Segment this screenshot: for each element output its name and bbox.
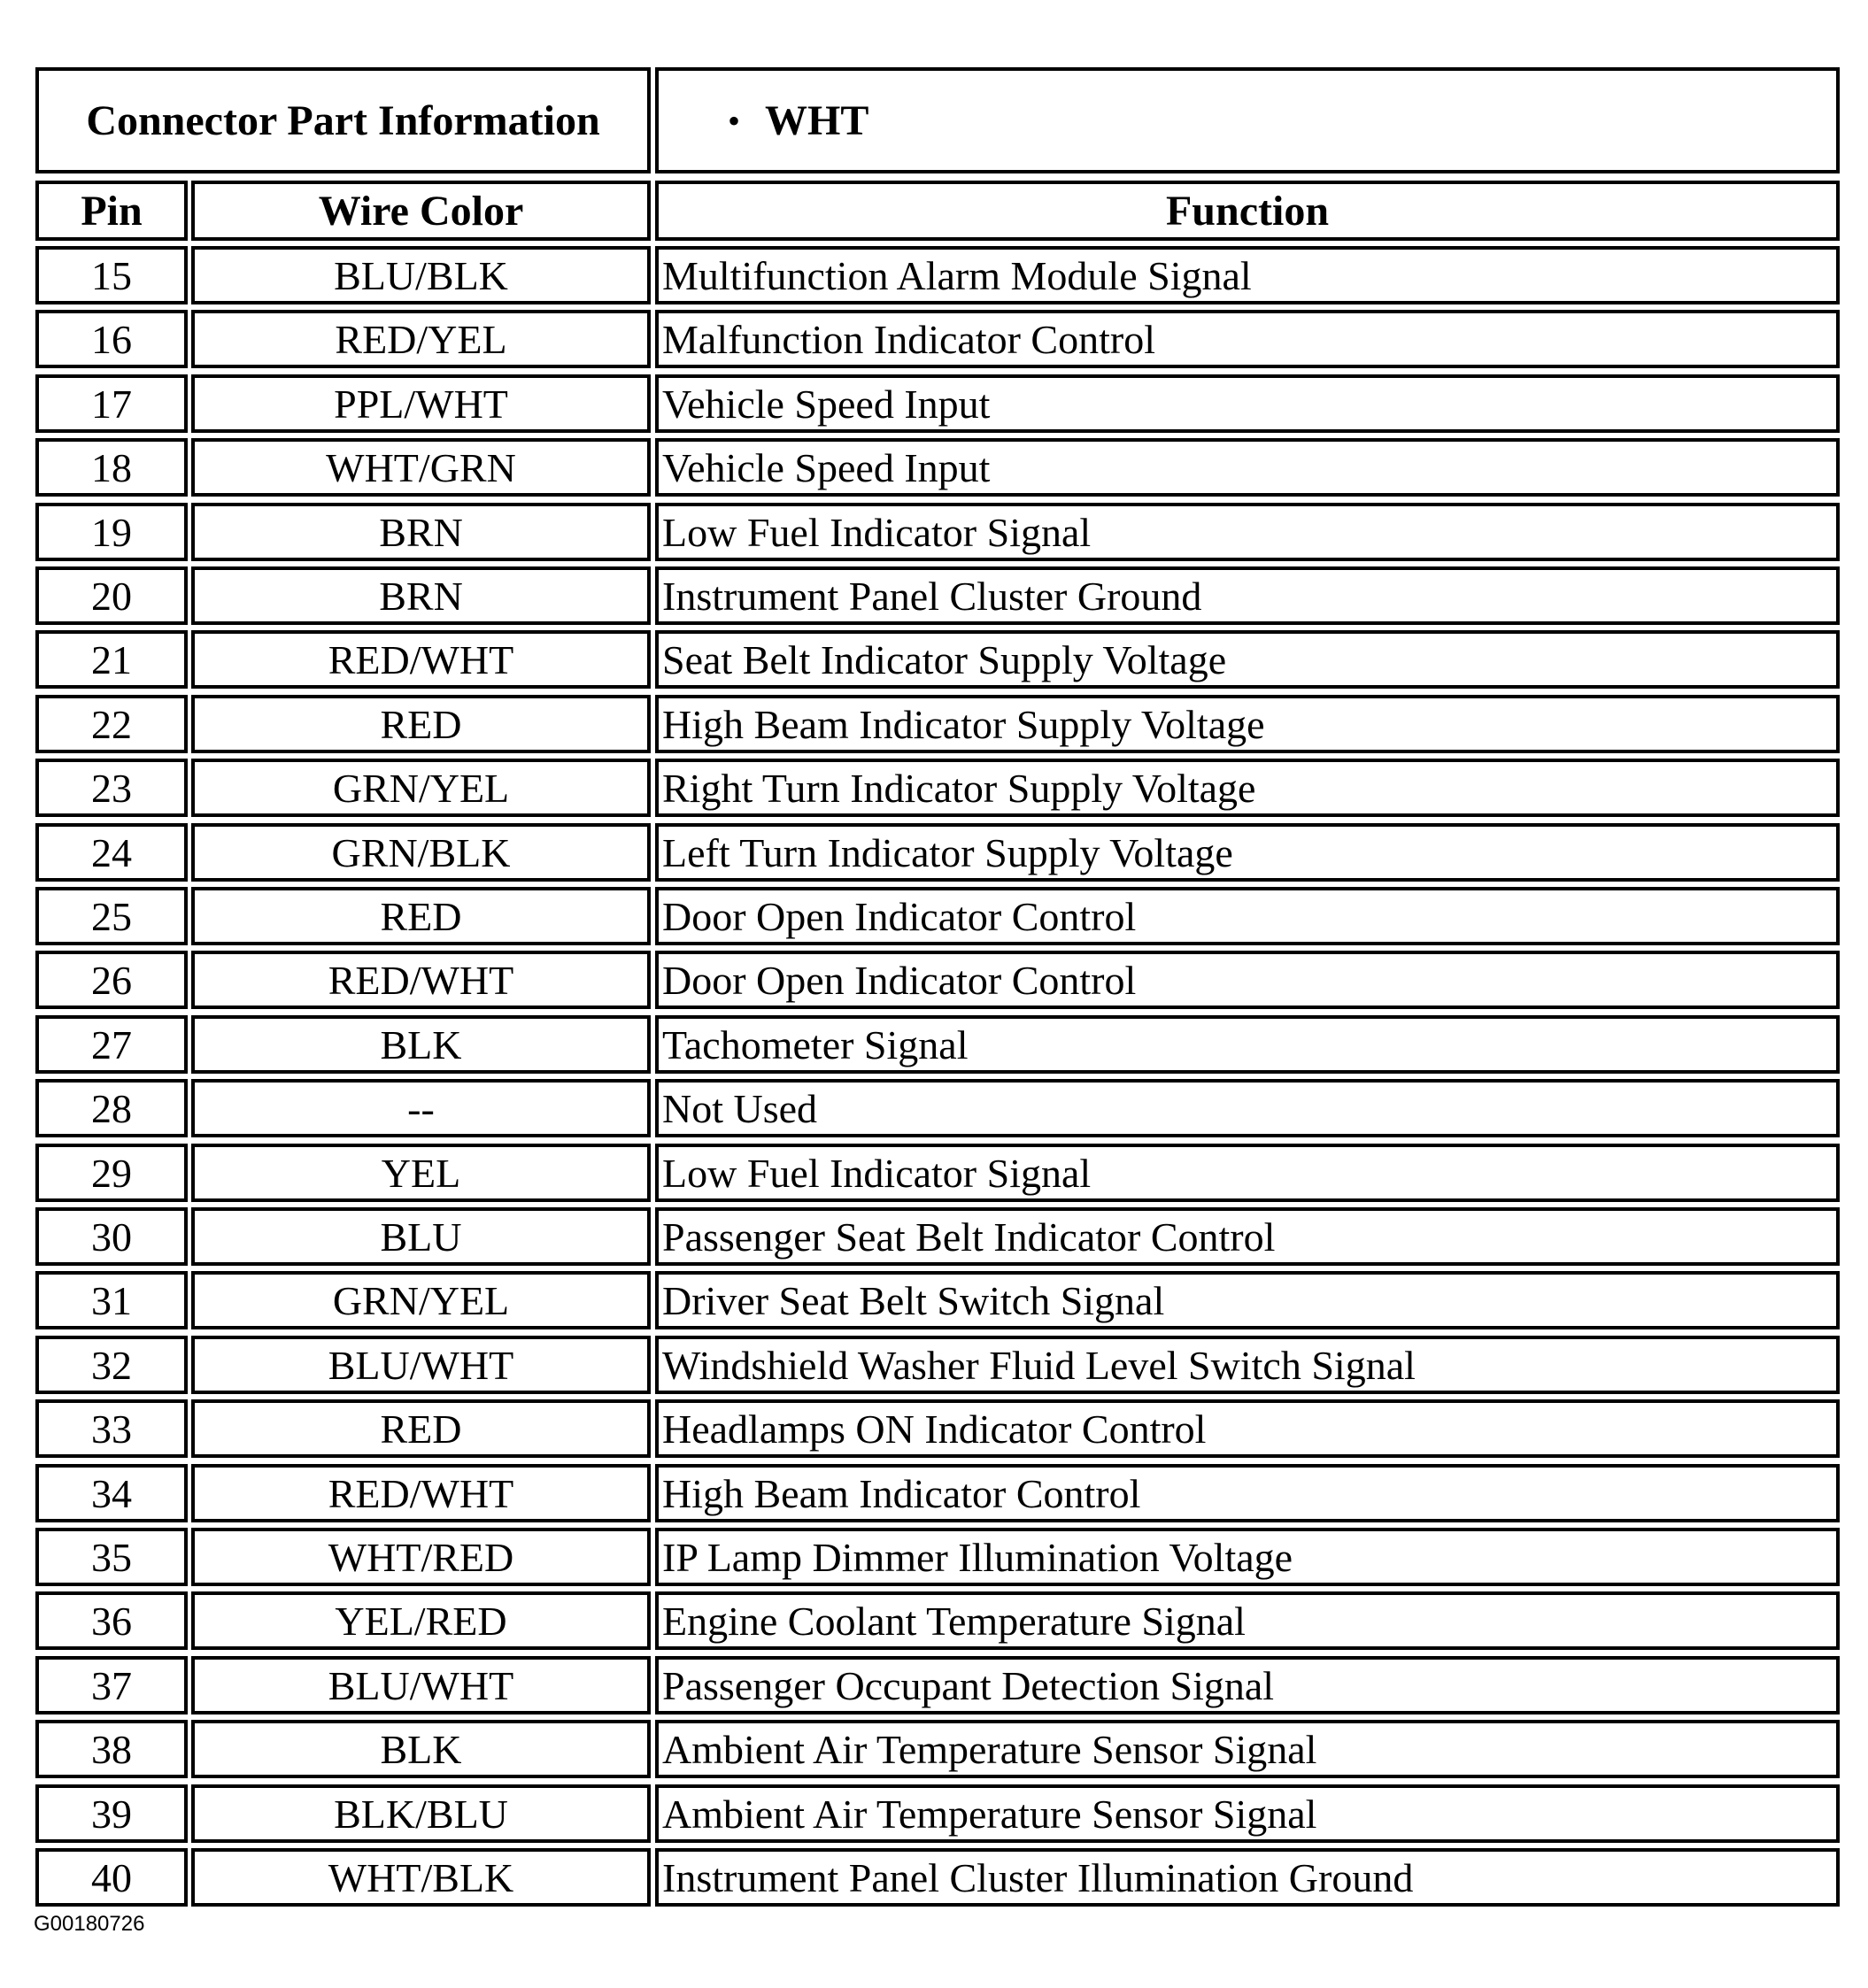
pin-cell xyxy=(35,1784,188,1843)
wire-color-cell-text: YEL/RED xyxy=(335,1598,507,1644)
wire-color-cell xyxy=(191,503,651,561)
function-cell-text: High Beam Indicator Supply Voltage xyxy=(662,701,1265,747)
wire-color-cell-text: RED/WHT xyxy=(328,957,514,1003)
function-cell-text: Driver Seat Belt Switch Signal xyxy=(662,1277,1165,1323)
pin-cell xyxy=(35,1464,188,1522)
function-cell-text: Vehicle Speed Input xyxy=(662,444,991,490)
pin-cell-text: 15 xyxy=(91,252,132,298)
pin-cell-text: 39 xyxy=(91,1791,132,1837)
function-cell xyxy=(655,1464,1840,1522)
function-cell xyxy=(655,503,1840,561)
pin-cell-text: 20 xyxy=(91,573,132,619)
pin-cell xyxy=(35,1015,188,1074)
pin-cell-text: 26 xyxy=(91,957,132,1003)
pin-cell-text: 23 xyxy=(91,765,132,811)
function-cell xyxy=(655,1848,1840,1907)
pin-cell xyxy=(35,566,188,625)
wire-color-cell xyxy=(191,1399,651,1458)
function-cell-text: Vehicle Speed Input xyxy=(662,381,991,427)
function-cell-text: Ambient Air Temperature Sensor Signal xyxy=(662,1726,1317,1772)
function-cell xyxy=(655,1656,1840,1714)
function-cell xyxy=(655,1336,1840,1394)
wire-color-cell-text: BLU/WHT xyxy=(328,1662,514,1708)
wire-color-cell-text: BLK xyxy=(380,1021,462,1067)
pin-cell-text: 27 xyxy=(91,1021,132,1067)
wire-color-cell-text: RED xyxy=(380,701,462,747)
wire-color-cell xyxy=(191,887,651,945)
wire-color-cell-text: PPL/WHT xyxy=(334,381,508,427)
wire-color-cell-text: GRN/YEL xyxy=(332,1277,510,1323)
function-cell-text: Passenger Occupant Detection Signal xyxy=(662,1662,1275,1708)
pin-cell xyxy=(35,1591,188,1650)
pin-cell xyxy=(35,630,188,689)
pin-cell-text: 38 xyxy=(91,1726,132,1772)
pin-cell xyxy=(35,310,188,368)
pin-cell-text: 17 xyxy=(91,381,132,427)
column-header-function xyxy=(655,181,1840,241)
wire-color-cell xyxy=(191,374,651,433)
function-cell xyxy=(655,1528,1840,1586)
pin-cell-text: 33 xyxy=(91,1406,132,1452)
column-header-wire-color-label: Wire Color xyxy=(318,187,524,235)
wire-color-cell-text: BRN xyxy=(379,573,463,619)
wire-color-cell xyxy=(191,246,651,304)
function-cell-text: IP Lamp Dimmer Illumination Voltage xyxy=(662,1534,1293,1580)
pin-cell-text: 37 xyxy=(91,1662,132,1708)
wire-color-cell xyxy=(191,438,651,497)
function-cell xyxy=(655,1079,1840,1137)
pin-cell-text: 28 xyxy=(91,1085,132,1131)
function-cell-text: Malfunction Indicator Control xyxy=(662,316,1155,362)
function-cell xyxy=(655,566,1840,625)
connector-color-cell xyxy=(655,67,1840,173)
function-cell xyxy=(655,438,1840,497)
wire-color-cell-text: BLU/WHT xyxy=(328,1342,514,1388)
wire-color-cell-text: RED xyxy=(380,893,462,939)
column-header-pin xyxy=(35,181,188,241)
wire-color-cell xyxy=(191,1144,651,1202)
pin-cell-text: 35 xyxy=(91,1534,132,1580)
wire-color-cell xyxy=(191,1464,651,1522)
wire-color-cell-text: RED xyxy=(380,1406,462,1452)
pin-cell xyxy=(35,438,188,497)
column-header-function-label: Function xyxy=(1165,187,1330,235)
function-cell xyxy=(655,695,1840,753)
connector-part-info-label: Connector Part Information xyxy=(86,96,600,144)
wire-color-cell xyxy=(191,1591,651,1650)
wire-color-cell xyxy=(191,1336,651,1394)
function-cell xyxy=(655,1015,1840,1074)
function-cell xyxy=(655,887,1840,945)
function-cell-text: Left Turn Indicator Supply Voltage xyxy=(662,829,1233,875)
function-cell xyxy=(655,246,1840,304)
function-cell-text: Door Open Indicator Control xyxy=(662,957,1137,1003)
function-cell xyxy=(655,759,1840,817)
pin-cell-text: 25 xyxy=(91,893,132,939)
wire-color-cell xyxy=(191,1271,651,1329)
pin-cell xyxy=(35,1271,188,1329)
wire-color-cell xyxy=(191,310,651,368)
pin-cell-text: 18 xyxy=(91,444,132,490)
pin-cell xyxy=(35,246,188,304)
pin-cell xyxy=(35,1656,188,1714)
pin-cell xyxy=(35,823,188,882)
column-header-wire-color xyxy=(191,181,651,241)
wire-color-cell-text: BLK/BLU xyxy=(334,1791,508,1837)
pin-cell-text: 22 xyxy=(91,701,132,747)
connector-color-value: WHT xyxy=(765,96,869,144)
wire-color-cell-text: BLU/BLK xyxy=(334,252,508,298)
wire-color-cell xyxy=(191,1784,651,1843)
wire-color-cell-text: -- xyxy=(407,1085,435,1131)
function-cell xyxy=(655,1144,1840,1202)
wire-color-cell xyxy=(191,1079,651,1137)
function-cell-text: Ambient Air Temperature Sensor Signal xyxy=(662,1791,1317,1837)
wire-color-cell xyxy=(191,695,651,753)
wire-color-cell xyxy=(191,1656,651,1714)
function-cell-text: Door Open Indicator Control xyxy=(662,893,1137,939)
wire-color-cell xyxy=(191,823,651,882)
pin-cell xyxy=(35,1528,188,1586)
function-cell-text: Instrument Panel Cluster Ground xyxy=(662,573,1202,619)
wire-color-cell-text: RED/WHT xyxy=(328,636,514,682)
figure-id: G00180726 xyxy=(34,1912,145,1936)
pin-cell xyxy=(35,1720,188,1778)
function-cell xyxy=(655,1784,1840,1843)
wire-color-cell xyxy=(191,1528,651,1586)
function-cell xyxy=(655,823,1840,882)
function-cell-text: High Beam Indicator Control xyxy=(662,1470,1141,1516)
wire-color-cell xyxy=(191,566,651,625)
pin-cell xyxy=(35,1399,188,1458)
wire-color-cell-text: GRN/YEL xyxy=(332,765,510,811)
wire-color-cell xyxy=(191,759,651,817)
wire-color-cell-text: GRN/BLK xyxy=(331,829,511,875)
function-cell-text: Passenger Seat Belt Indicator Control xyxy=(662,1214,1276,1260)
wire-color-cell-text: RED/WHT xyxy=(328,1470,514,1516)
pin-cell-text: 30 xyxy=(91,1214,132,1260)
function-cell xyxy=(655,374,1840,433)
column-header-pin-label: Pin xyxy=(81,187,143,235)
function-cell-text: Low Fuel Indicator Signal xyxy=(662,1150,1092,1196)
function-cell-text: Not Used xyxy=(662,1085,818,1131)
pin-cell-text: 32 xyxy=(91,1342,132,1388)
function-cell xyxy=(655,1591,1840,1650)
pin-cell xyxy=(35,1336,188,1394)
function-cell-text: Tachometer Signal xyxy=(662,1021,969,1067)
pin-cell-text: 31 xyxy=(91,1277,132,1323)
function-cell-text: Windshield Washer Fluid Level Switch Signal xyxy=(662,1342,1416,1388)
pin-cell xyxy=(35,1207,188,1266)
pin-cell xyxy=(35,503,188,561)
pin-cell xyxy=(35,1079,188,1137)
wire-color-cell-text: WHT/RED xyxy=(328,1534,514,1580)
pin-cell xyxy=(35,759,188,817)
wire-color-cell-text: WHT/GRN xyxy=(326,444,516,490)
wire-color-cell xyxy=(191,951,651,1009)
pin-cell-text: 34 xyxy=(91,1470,132,1516)
wire-color-cell-text: YEL xyxy=(381,1150,461,1196)
bullet-icon: • xyxy=(728,100,741,141)
pin-cell xyxy=(35,951,188,1009)
pin-cell-text: 19 xyxy=(91,509,132,555)
function-cell-text: Headlamps ON Indicator Control xyxy=(662,1406,1207,1452)
function-cell xyxy=(655,1207,1840,1266)
wire-color-cell xyxy=(191,1015,651,1074)
wire-color-cell-text: BRN xyxy=(379,509,463,555)
wire-color-cell-text: BLK xyxy=(380,1726,462,1772)
pin-cell xyxy=(35,374,188,433)
wire-color-cell xyxy=(191,1207,651,1266)
function-cell-text: Multifunction Alarm Module Signal xyxy=(662,252,1252,298)
function-cell xyxy=(655,630,1840,689)
connector-part-info-header xyxy=(35,67,651,173)
pin-cell xyxy=(35,1144,188,1202)
pin-cell-text: 16 xyxy=(91,316,132,362)
wire-color-cell-text: RED/YEL xyxy=(335,316,507,362)
wire-color-cell xyxy=(191,1720,651,1778)
function-cell-text: Right Turn Indicator Supply Voltage xyxy=(662,765,1256,811)
pin-cell xyxy=(35,695,188,753)
pin-cell xyxy=(35,1848,188,1907)
function-cell-text: Seat Belt Indicator Supply Voltage xyxy=(662,636,1227,682)
wire-color-cell-text: BLU xyxy=(380,1214,462,1260)
pin-cell-text: 24 xyxy=(91,829,132,875)
function-cell-text: Instrument Panel Cluster Illumination Ground xyxy=(662,1854,1414,1900)
pin-cell-text: 40 xyxy=(91,1854,132,1900)
pin-cell-text: 21 xyxy=(91,636,132,682)
wire-color-cell xyxy=(191,1848,651,1907)
function-cell xyxy=(655,1399,1840,1458)
function-cell xyxy=(655,1271,1840,1329)
function-cell-text: Engine Coolant Temperature Signal xyxy=(662,1598,1246,1644)
pin-cell-text: 29 xyxy=(91,1150,132,1196)
function-cell xyxy=(655,951,1840,1009)
wire-color-cell-text: WHT/BLK xyxy=(328,1854,514,1900)
function-cell xyxy=(655,1720,1840,1778)
function-cell xyxy=(655,310,1840,368)
pin-cell-text: 36 xyxy=(91,1598,132,1644)
pin-cell xyxy=(35,887,188,945)
function-cell-text: Low Fuel Indicator Signal xyxy=(662,509,1092,555)
wire-color-cell xyxy=(191,630,651,689)
